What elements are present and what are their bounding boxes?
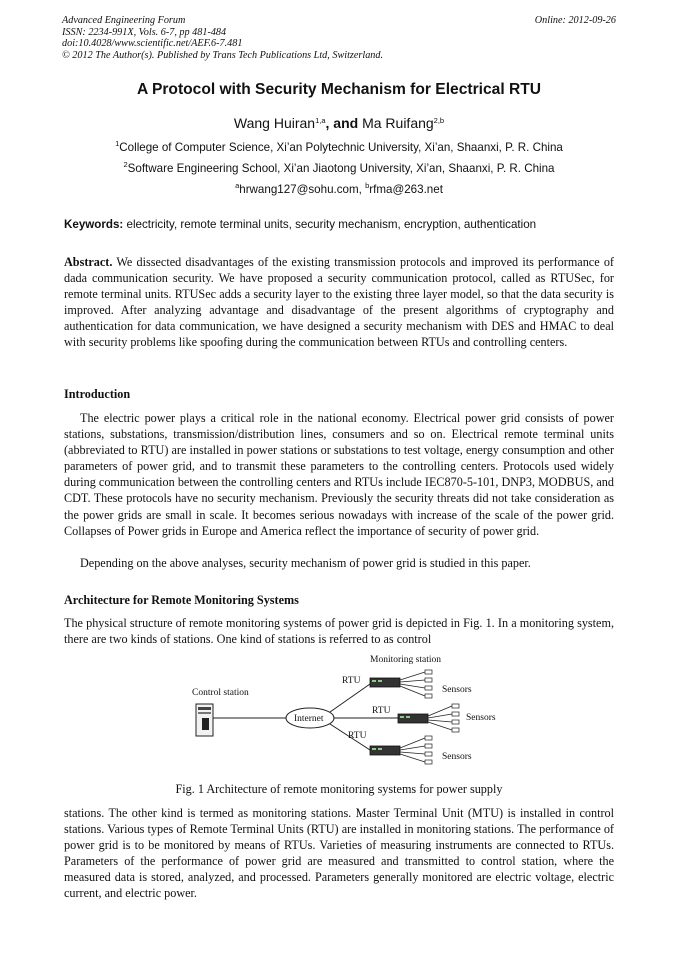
keywords-label: Keywords: — [64, 218, 124, 231]
affiliation-2-sup: 2 — [123, 160, 128, 169]
rtu-1-label: RTU — [342, 676, 361, 686]
architecture-paragraph-1: The physical structure of remote monitoring systems of power grid is depicted in Fig. 1. In a monitoring system, there are two kinds of stations. One kind of stations is referred to as control — [64, 616, 614, 647]
online-date: Online: 2012-09-26 — [534, 15, 616, 26]
author-1: Wang Huiran — [233, 115, 316, 131]
sensor-icon — [425, 670, 432, 674]
sensor-icon — [425, 760, 432, 764]
email-b: rfma@263.net — [369, 183, 443, 196]
paper-title: A Protocol with Security Mechanism for Electrical RTU — [136, 81, 542, 98]
sensor-icon — [425, 678, 432, 682]
author-2: Ma Ruifang — [362, 115, 434, 131]
internet-label: Internet — [294, 714, 324, 724]
sensor-icon — [425, 686, 432, 690]
sensors-2-label: Sensors — [466, 713, 496, 723]
architecture-paragraph-2: stations. The other kind is termed as monitoring stations. Master Terminal Unit (MTU) is installed in control stations. Various types of Remote Terminal Units (RTU) are installed in monitoring stations. The performance of power grid is to be monitored by means of RTUs. Varieties of measuring instruments are connected to RTUs. Parameters of the performance of power grid are measured and transmitted to control station, where the measured data is stored, analyzed, and processed. Parameters generally monitored are electric voltage, electric current, and electric power. — [64, 806, 614, 901]
affiliation-2-text: Software Engineering School, Xi’an Jiaotong University, Xi’an, Shaanxi, P. R. China — [127, 162, 555, 175]
affiliation-1-text: College of Computer Science, Xi’an Polytechnic University, Xi’an, Shaanxi, P. R. China — [119, 141, 563, 154]
sensor-icon — [425, 752, 432, 756]
sensors-3-label: Sensors — [442, 752, 472, 762]
email-a-sup: a — [235, 181, 240, 190]
figure-architecture-diagram — [180, 652, 500, 772]
sensor-icon — [425, 736, 432, 740]
rtu-2-label: RTU — [372, 706, 391, 716]
sensor-icon — [452, 720, 459, 724]
affiliation-2 — [0, 162, 678, 175]
computer-icon — [196, 704, 213, 736]
email-line — [0, 183, 678, 196]
monitoring-station-label: Monitoring station — [370, 655, 441, 665]
figure-caption: Fig. 1 Architecture of remote monitoring systems for power supply — [175, 782, 503, 796]
copyright-line: © 2012 The Author(s). Published by Trans Tech Publications Ltd, Switzerland. — [62, 49, 384, 61]
sensors-1-label: Sensors — [442, 685, 472, 695]
journal-header — [62, 15, 616, 61]
section-heading-introduction: Introduction — [64, 387, 131, 401]
rtu-device-icon — [370, 746, 400, 755]
journal-name: Advanced Engineering Forum — [62, 15, 186, 26]
sensor-icon — [452, 712, 459, 716]
control-station-label: Control station — [192, 688, 249, 698]
email-b-sup: b — [365, 181, 370, 190]
abstract — [64, 254, 614, 351]
intro-paragraph-2: Depending on the above analyses, security mechanism of power grid is studied in this paper. — [80, 556, 531, 570]
author-line — [0, 115, 678, 131]
author-separator: , and — [325, 115, 363, 131]
link-internet-rtu-1 — [330, 684, 370, 712]
email-a: hrwang127@sohu.com, — [239, 183, 366, 196]
section-heading-architecture: Architecture for Remote Monitoring Systems — [64, 593, 299, 607]
intro-paragraph-1: The electric power plays a critical role in the national economy. Electrical power grid consists of power stations, substations, transmission/distribution lines, consumers and so on. Electrical remote terminal units (abbreviated to RTU) are installed in power stations or substations to test voltage, energy consumption and other parameters of power grid, and to transmit these parameters to the controlling centers. Protocols used widely during communication between the controlling centers and RTUs include IEC870-5-101, DNP3, MODBUS, and CDT. These protocols have no security mechanism. Previously the security threats did not take consideration as the power grids are small in scale. It becomes serious nowadays with increase of the scale of the power grid. Collapses of Power grids in Europe and America reflect the importance of security of power grid. — [64, 411, 614, 538]
affiliation-1-sup: 1 — [115, 139, 120, 148]
affiliation-1 — [0, 141, 678, 154]
sensor-icon — [452, 704, 459, 708]
sensor-icon — [452, 728, 459, 732]
keywords — [64, 218, 618, 231]
abstract-label: Abstract. — [64, 255, 113, 269]
doi-line: doi:10.4028/www.scientific.net/AEF.6-7.481 — [62, 38, 243, 50]
rtu-device-icon — [398, 714, 428, 723]
abstract-text: We dissected disadvantages of the existing transmission protocols and improved its performance of dada communication security. We have proposed a security communication protocol, called as RTUSec, for remote terminal units. RTUSec adds a security layer to the existing three layer model, so that the data security is improved. After analyzing advantage and disadvantage of the present algorithms of cryptography and authentication for data communication, we have designed a security mechanism with DES and HMAC to deal with security problems like spoofing during the communication between RTUs and controlling centers. — [64, 255, 614, 350]
author-1-sup: 1,a — [315, 116, 326, 125]
issn-line: ISSN: 2234-991X, Vols. 6-7, pp 481-484 — [62, 26, 227, 38]
sensor-icon — [425, 694, 432, 698]
keywords-text: electricity, remote terminal units, security mechanism, encryption, authentication — [123, 218, 537, 231]
rtu-device-icon — [370, 678, 400, 687]
author-2-sup: 2,b — [433, 116, 445, 125]
rtu-3-label: RTU — [348, 731, 367, 741]
sensor-icon — [425, 744, 432, 748]
